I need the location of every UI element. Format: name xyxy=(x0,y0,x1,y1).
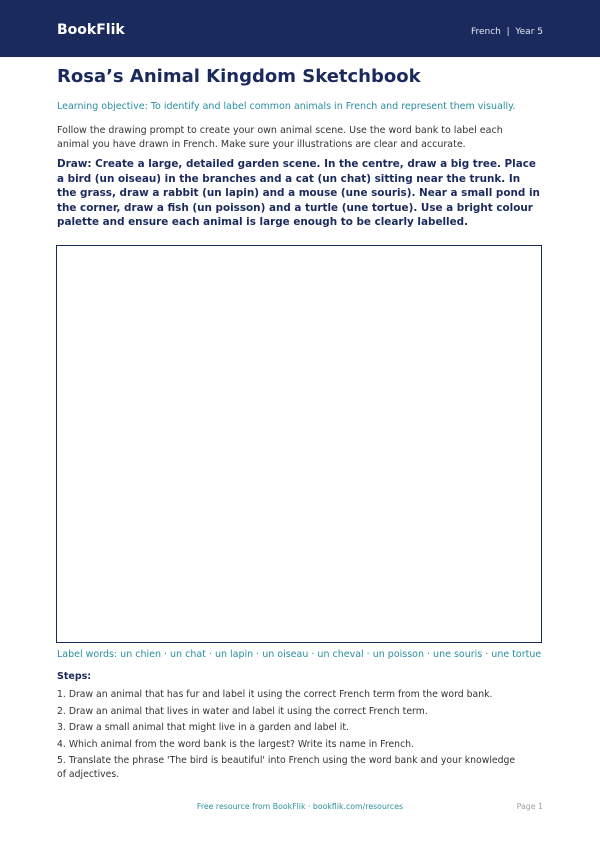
footer-link[interactable]: Free resource from BookFlik · bookflik.com/resources xyxy=(196,802,404,811)
subject-year-label: French | Year 5 xyxy=(470,27,543,37)
page-title: Rosa’s Animal Kingdom Sketchbook xyxy=(57,66,421,87)
step-item: 1. Draw an animal that has fur and label it using the correct French term from the word bank. xyxy=(57,689,493,700)
step-item: 2. Draw an animal that lives in water and label it using the correct French term. xyxy=(57,705,428,717)
step-item: 5. Translate the phrase 'The bird is beautiful' into French using the word bank and your knowledge of adjectives. xyxy=(57,755,516,780)
intro-text: Follow the drawing prompt to create your own animal scene. Use the word bank to label each animal you have drawn in French. Make sure your illustrations are clear and accurate. xyxy=(57,125,503,150)
step-item: 4. Which animal from the word bank is the largest? Write its name in French. xyxy=(57,738,415,750)
learning-objective: Learning objective: To identify and label common animals in French and represent them visually. xyxy=(57,101,516,112)
header-bar xyxy=(0,0,600,57)
drawing-prompt: Draw: Create a large, detailed garden scene. In the centre, draw a big tree. Place a bird (un oiseau) in the branches and a cat (un chat) sitting near the trunk. In the grass, draw a rabbit (un lapin) and a mouse (une souris). Near a small pond in the corner, draw a fish (un poisson) and a turtle (une tortue). Use a bright colour palette and ensure each animal is large enough to be clearly labelled. xyxy=(57,158,540,228)
word-bank: Label words: un chien · un chat · un lapin · un oiseau · un cheval · un poisson · une souris · une tortue xyxy=(57,649,542,660)
brand-logo-text: BookFlik xyxy=(57,22,125,38)
drawing-area[interactable] xyxy=(56,245,542,643)
step-item: 3. Draw a small animal that might live in a garden and label it. xyxy=(57,722,349,733)
steps-heading: Steps: xyxy=(57,671,92,682)
page-number: Page 1 xyxy=(516,802,543,811)
steps-list xyxy=(57,688,527,784)
